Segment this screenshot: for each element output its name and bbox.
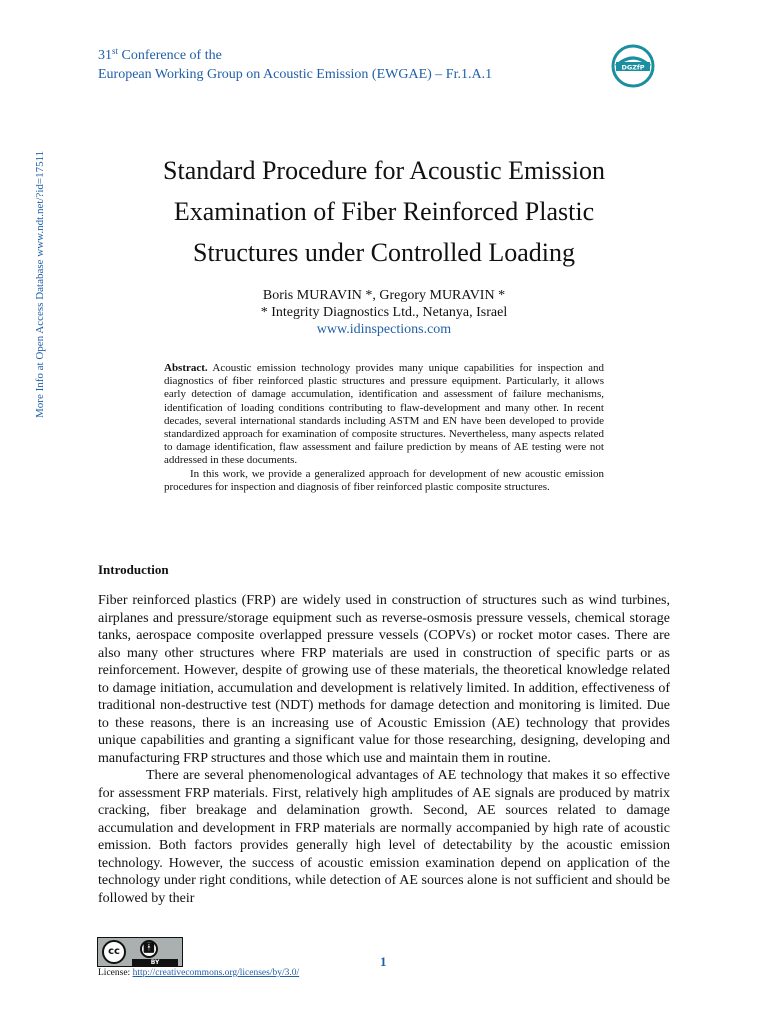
author-block xyxy=(98,287,670,338)
license-line xyxy=(98,968,299,978)
abstract-paragraph-1: Abstract. Acoustic emission technology provides many unique capabilities for inspection and diagnostics of fiber reinforced plastic structures and pressure equipment. Particularly, it allows early detection of damage accumulation, identification and assessment of failure mechanisms, identification of loading conditions contributing to flaw-development and many other. In recent decades, several international standards including ASTM and EN have been developed to provide standardized approach for examination of composite structures. Nevertheless, many aspects related to damage identification, flaw assessment and failure prediction by means of AE testing were not addressed in these documents. xyxy=(164,362,604,467)
header-line-1: 31st Conference of the xyxy=(98,46,222,63)
introduction-heading: Introduction xyxy=(98,562,169,577)
title-line-2: Examination of Fiber Reinforced Plastic xyxy=(173,197,595,226)
cc-by-license-icon[interactable] xyxy=(97,937,183,967)
open-access-side-note[interactable]: More Info at Open Access Database www.ndt.net/?id=17511 xyxy=(34,150,46,418)
conference-header xyxy=(98,46,492,84)
author-names: Boris MURAVIN *, Gregory MURAVIN * xyxy=(262,288,506,303)
paper-title xyxy=(98,150,670,273)
cc-icon: cc xyxy=(102,940,126,964)
introduction-paragraph-1: Fiber reinforced plastics (FRP) are widely used in construction of structures such as wind turbines, airplanes and pressure/storage equipment such as reverse-osmosis pressure vessels, chemical storage tanks, aerospace composite overlapped pressure vessels (COPVs) or rocket motor cases. There are also many other structures where FRP materials are used in construction of specific parts or as reinforcement. However, despite of growing use of these materials, the theoretical knowledge related to damage initiation, accumulation and development is relatively limited. In addition, effectiveness of traditional non-destructive test (NDT) methods for damage detection and monitoring is limited. Due to these reasons, there is an increasing use of Acoustic Emission (AE) technology that provides unique capabilities and granting a significant value for those researching, designing, developing and manufacturing FRP structures and those which use and maintain them in routine. xyxy=(98,593,670,766)
header-line-2: European Working Group on Acoustic Emission (EWGAE) – Fr.1.A.1 xyxy=(98,67,493,82)
introduction-body xyxy=(98,592,670,907)
title-line-3: Structures under Controlled Loading xyxy=(193,238,575,267)
author-website-link[interactable]: www.idinspections.com xyxy=(316,322,452,337)
title-line-1: Standard Procedure for Acoustic Emission xyxy=(163,156,605,185)
page-number: 1 xyxy=(380,954,387,969)
abstract-label: Abstract. xyxy=(164,362,208,374)
license-label: License: xyxy=(98,968,133,978)
author-affiliation: * Integrity Diagnostics Ltd., Netanya, Israel xyxy=(260,305,508,320)
abstract xyxy=(164,362,604,494)
by-label: BY xyxy=(132,959,178,967)
dgzfp-logo-icon xyxy=(611,44,655,88)
person-icon: 🚹︎ xyxy=(140,940,158,958)
license-link[interactable]: http://creativecommons.org/licenses/by/3.0/ xyxy=(132,968,300,978)
introduction-paragraph-2: There are several phenomenological advantages of AE technology that makes it so effective for assessment FRP materials. First, relatively high amplitudes of AE signals are produced by matrix cracking, fiber breakage and delamination growth. Second, AE sources related to damage accumulation and development in FRP materials are normally accompanied by high rate of acoustic emission. Both factors provides generally high level of detectability by the acoustic emission technology. However, the success of acoustic emission examination depend on application of the technology under right conditions, while detection of AE sources alone is not sufficient and should be followed by their xyxy=(98,768,670,906)
abstract-paragraph-2: In this work, we provide a generalized approach for development of new acoustic emission procedures for inspection and diagnosis of fiber reinforced plastic composite structures. xyxy=(164,467,604,493)
logo-text: DGZfP xyxy=(621,63,645,72)
